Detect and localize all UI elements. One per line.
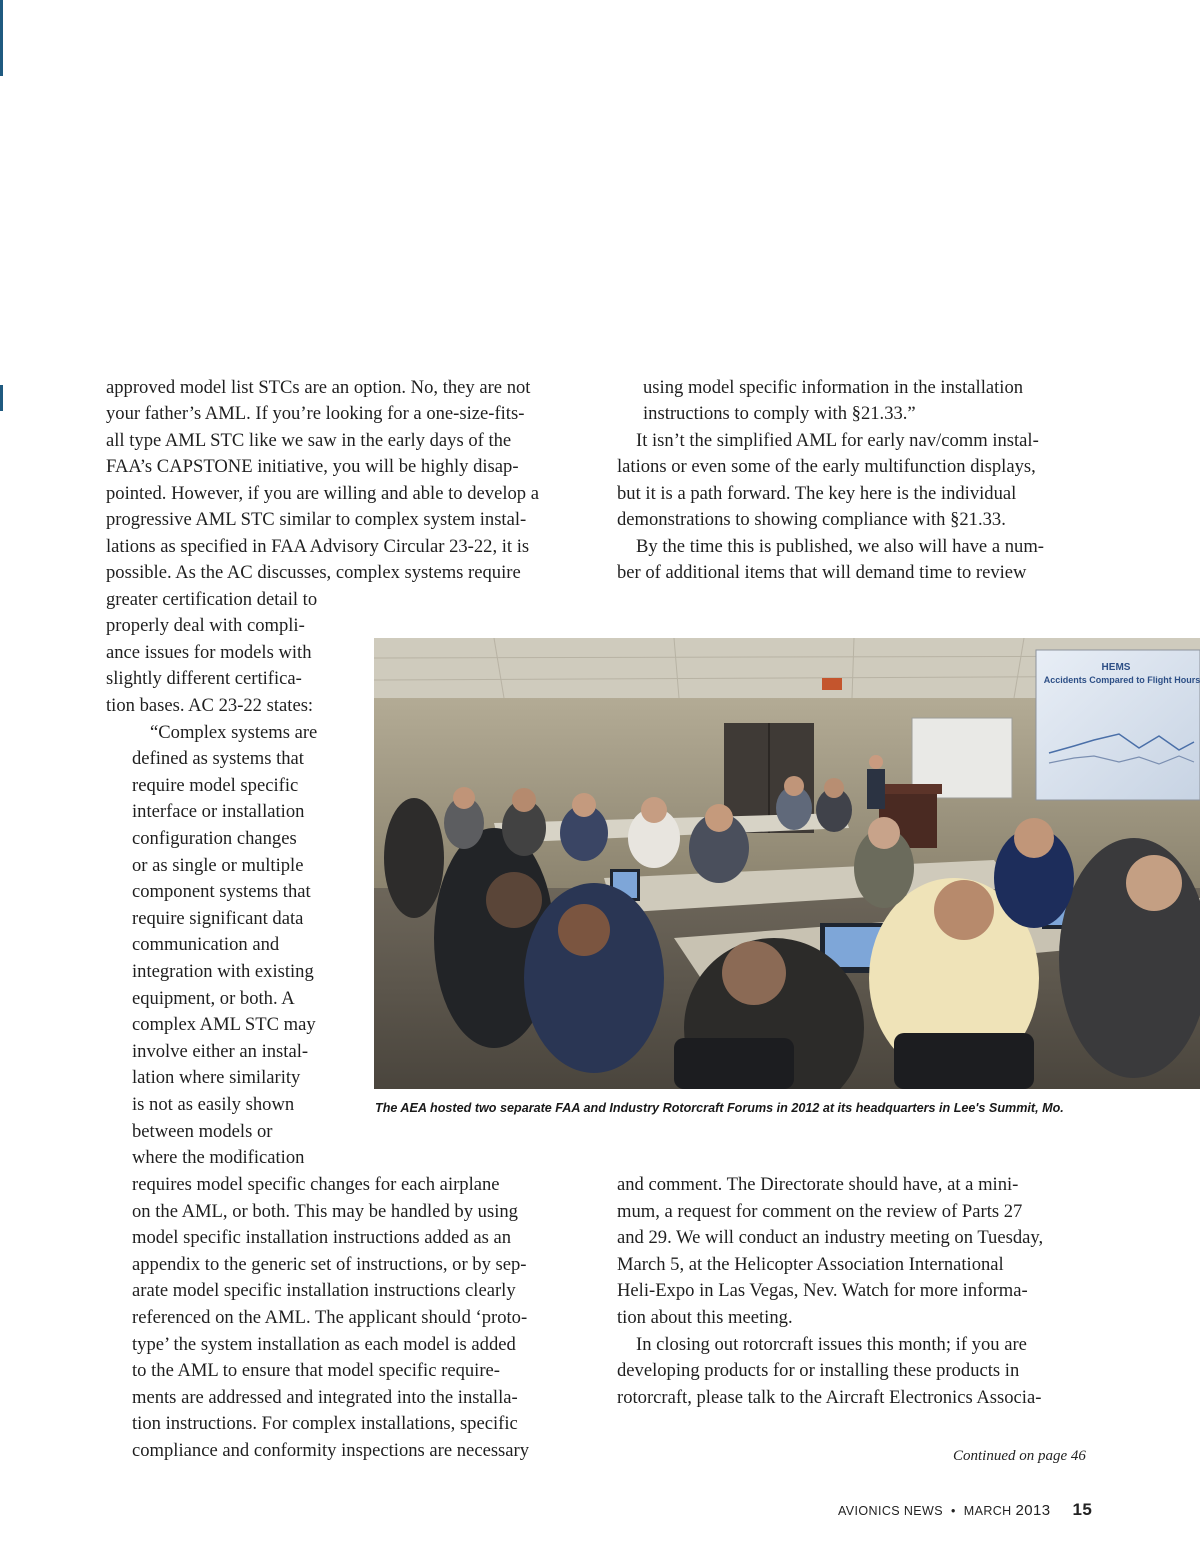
text-line: defined as systems that [132, 748, 304, 769]
text-line: arate model specific installation instructions clearly [132, 1280, 516, 1301]
page-number: 15 [1072, 1500, 1093, 1519]
text-line: requires model specific changes for each airplane [132, 1174, 500, 1195]
text-line: involve either an instal- [132, 1041, 309, 1062]
text-line: tion bases. AC 23-22 states: [106, 695, 314, 716]
edge-accent-top [0, 0, 3, 76]
continued-note: Continued on page 46 [953, 1448, 1086, 1464]
page-footer [838, 1500, 1092, 1520]
text-line: rotorcraft, please talk to the Aircraft Electronics Associa- [617, 1387, 1042, 1408]
text-line: your father’s AML. If you’re looking for a one-size-fits- [106, 403, 525, 424]
text-line: properly deal with compli- [106, 615, 305, 636]
text-line: integration with existing [132, 961, 314, 982]
text-line: progressive AML STC similar to complex system instal- [106, 509, 527, 530]
text-line: FAA’s CAPSTONE initiative, you will be highly disap- [106, 456, 519, 477]
text-line: using model specific information in the installation [643, 377, 1024, 398]
issue-year: 2013 [1015, 1502, 1051, 1519]
text-line: lations as specified in FAA Advisory Circular 23-22, it is [106, 536, 530, 557]
text-line: mum, a request for comment on the review of Parts 27 [617, 1201, 1023, 1222]
text-line: is not as easily shown [132, 1094, 295, 1115]
text-line: It isn’t the simplified AML for early nav/comm instal- [636, 430, 1039, 451]
text-line: appendix to the generic set of instructions, or by sep- [132, 1254, 527, 1275]
photo-caption: The AEA hosted two separate FAA and Industry Rotorcraft Forums in 2012 at its headquarters in Lee's Summit, Mo. [375, 1101, 1064, 1115]
text-line: instructions to comply with §21.33.” [643, 403, 916, 424]
text-line: but it is a path forward. The key here is the individual [617, 483, 1017, 504]
text-line: March 5, at the Helicopter Association International [617, 1254, 1004, 1275]
conference-scene [374, 638, 1200, 1089]
text-line: tion about this meeting. [617, 1307, 793, 1328]
text-line: Heli-Expo in Las Vegas, Nev. Watch for more informa- [617, 1280, 1028, 1301]
text-line: to the AML to ensure that model specific require- [132, 1360, 500, 1381]
text-line: equipment, or both. A [132, 988, 295, 1009]
text-line: and comment. The Directorate should have, at a mini- [617, 1174, 1019, 1195]
text-line: lations or even some of the early multifunction displays, [617, 456, 1036, 477]
text-line: and 29. We will conduct an industry meeting on Tuesday, [617, 1227, 1044, 1248]
text-line: on the AML, or both. This may be handled by using [132, 1201, 518, 1222]
text-line: approved model list STCs are an option. No, they are not [106, 377, 531, 398]
text-line: By the time this is published, we also will have a num- [636, 536, 1044, 557]
screen-title-2: Accidents Compared to Flight Hours [1043, 675, 1200, 685]
edge-accent-mid [0, 385, 3, 411]
text-line: model specific installation instructions added as an [132, 1227, 512, 1248]
text-line: type’ the system installation as each model is added [132, 1334, 516, 1355]
issue-month: MARCH [963, 1504, 1012, 1518]
text-line: configuration changes [132, 828, 297, 849]
text-line: referenced on the AML. The applicant should ‘proto- [132, 1307, 528, 1328]
text-line: lation where similarity [132, 1067, 301, 1088]
text-line: pointed. However, if you are willing and able to develop a [106, 483, 539, 504]
text-line: ance issues for models with [106, 642, 312, 663]
text-line: tion instructions. For complex installations, specific [132, 1413, 518, 1434]
text-line: all type AML STC like we saw in the early days of the [106, 430, 512, 451]
text-line: or as single or multiple [132, 855, 304, 876]
text-line: communication and [132, 934, 280, 955]
text-line: interface or installation [132, 801, 305, 822]
magazine-name: AVIONICS NEWS [838, 1504, 943, 1518]
text-line: require significant data [132, 908, 304, 929]
text-line: greater certification detail to [106, 589, 318, 610]
text-line: possible. As the AC discusses, complex systems require [106, 562, 521, 583]
text-line: component systems that [132, 881, 311, 902]
footer-bullet: • [950, 1504, 956, 1518]
text-line: developing products for or installing these products in [617, 1360, 1020, 1381]
text-line: slightly different certifica- [106, 668, 302, 689]
text-line: between models or [132, 1121, 273, 1142]
text-line: require model specific [132, 775, 299, 796]
conference-photo [374, 638, 1200, 1089]
text-line: ments are addressed and integrated into the installa- [132, 1387, 518, 1408]
text-line: ber of additional items that will demand time to review [617, 562, 1027, 583]
text-line: complex AML STC may [132, 1014, 316, 1035]
text-line: demonstrations to showing compliance with §21.33. [617, 509, 1006, 530]
text-line: “Complex systems are [150, 722, 318, 743]
text-line: compliance and conformity inspections are necessary [132, 1440, 530, 1461]
screen-title-1: HEMS [1101, 662, 1131, 673]
text-line: In closing out rotorcraft issues this month; if you are [636, 1334, 1027, 1355]
text-line: where the modification [132, 1147, 305, 1168]
